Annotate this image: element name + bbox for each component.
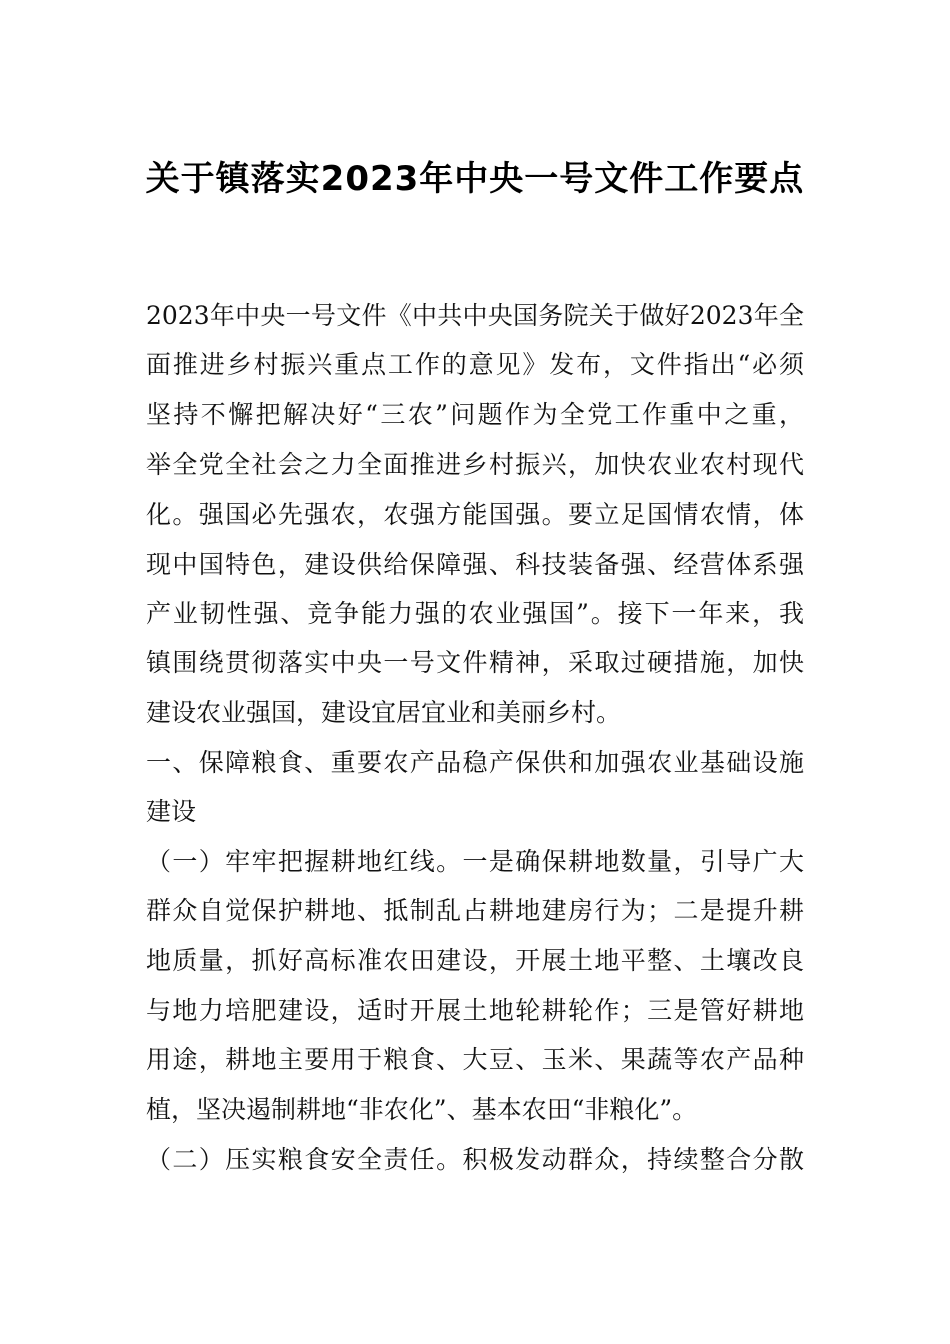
- body-line: 建设农业强国，建设宜居宜业和美丽乡村。: [146, 698, 622, 727]
- document-title: 关于镇落实2023年中央一号文件工作要点: [145, 159, 805, 199]
- body-line: 植，坚决遏制耕地“非农化”、基本农田“非粮化”。: [146, 1095, 698, 1124]
- body-line: 举全党全社会之力全面推进乡村振兴，加快农业农村现代: [146, 450, 804, 479]
- body-line: 现中国特色，建设供给保障强、科技装备强、经营体系强: [146, 550, 804, 579]
- section-heading-line: 建设: [146, 797, 197, 826]
- body-line: 面推进乡村振兴重点工作的意见》发布，文件指出“必须: [146, 350, 804, 379]
- body-line: 产业韧性强、竞争能力强的农业强国”。接下一年来，我: [146, 599, 804, 628]
- body-line: 坚持不懈把解决好“三农”问题作为全党工作重中之重，: [146, 400, 804, 429]
- body-line: 化。强国必先强农，农强方能国强。要立足国情农情，体: [146, 500, 804, 529]
- body-line: 镇围绕贯彻落实中央一号文件精神，采取过硬措施，加快: [146, 648, 804, 677]
- section-heading-line: 一、保障粮食、重要农产品稳产保供和加强农业基础设施: [146, 748, 804, 777]
- body-line: 2023年中央一号文件《中共中央国务院关于做好2023年全: [146, 301, 804, 330]
- body-line: （一）牢牢把握耕地红线。一是确保耕地数量，引导广大: [146, 847, 804, 876]
- body-line: 群众自觉保护耕地、抵制乱占耕地建房行为；二是提升耕: [146, 896, 804, 925]
- body-line: 用途，耕地主要用于粮食、大豆、玉米、果蔬等农产品种: [146, 1045, 804, 1074]
- body-line: （二）压实粮食安全责任。积极发动群众，持续整合分散: [146, 1145, 804, 1174]
- body-line: 地质量，抓好高标准农田建设，开展土地平整、土壤改良: [146, 946, 804, 975]
- body-line: 与地力培肥建设，适时开展土地轮耕轮作；三是管好耕地: [146, 996, 804, 1025]
